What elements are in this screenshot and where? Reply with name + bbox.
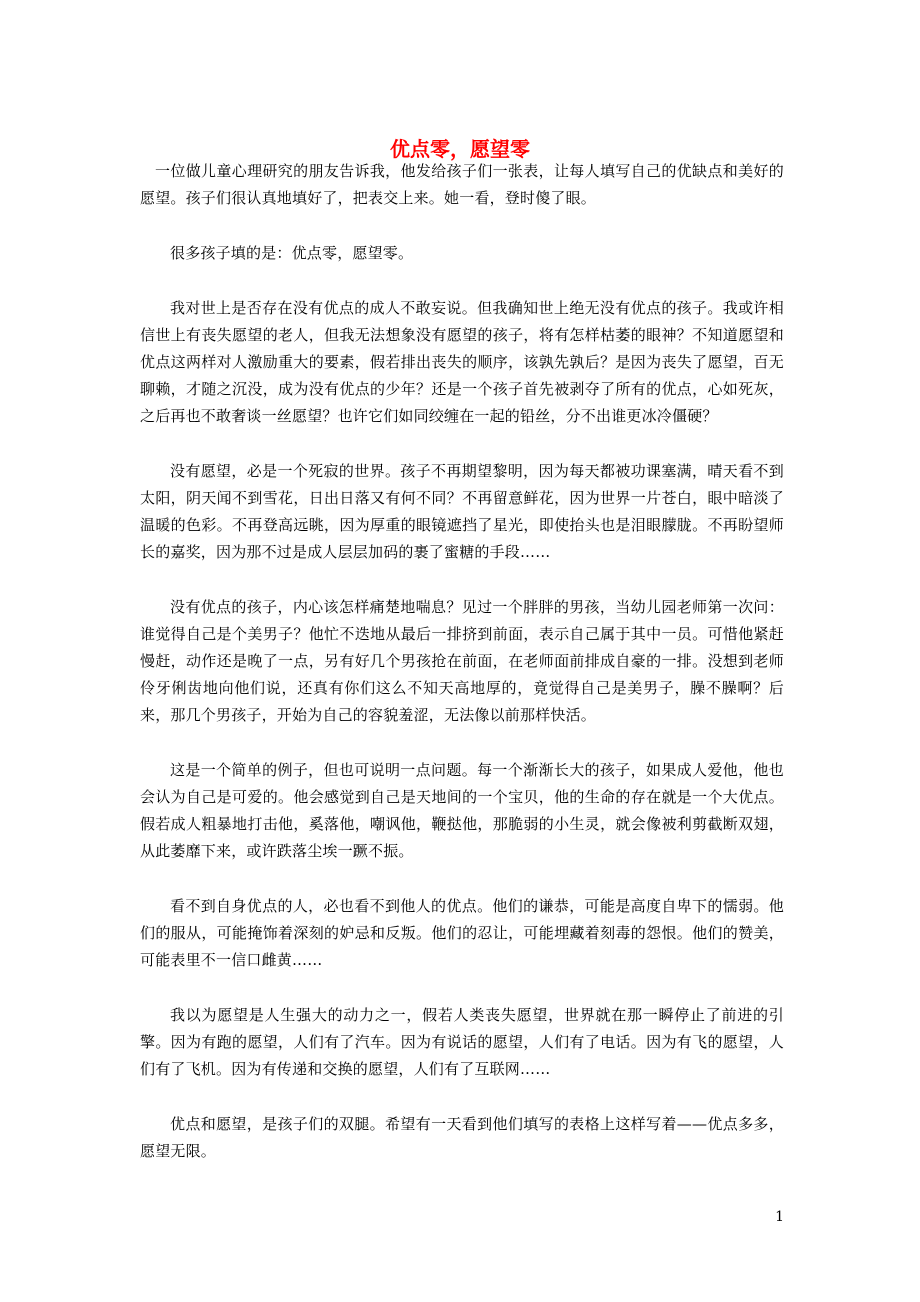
paragraph-4: 没有愿望，必是一个死寂的世界。孩子不再期望黎明，因为每天都被功课塞满，晴天看不到太阳，阴天闻不到雪花，日出日落又有何不同？不再留意鲜花，因为世界一片苍白，眼中暗淡了温暖的色彩。不再登高远眺，因为厚重的眼镜遮挡了星光，即使抬头也是泪眼朦胧。不再盼望师长的嘉奖，因为那不过是成人层层加码的裹了蜜糖的手段……	[140, 462, 784, 561]
paragraph-5: 没有优点的孩子，内心该怎样痛楚地喘息？见过一个胖胖的男孩，当幼儿园老师第一次问：谁觉得自己是个美男子？他忙不迭地从最后一排挤到前面，表示自己属于其中一员。可惜他紧赶慢赶，动作还是晚了一点，另有好几个男孩抢在前面，在老师面前排成自豪的一排。没想到老师伶牙俐齿地向他们说，还真有你们这么不知天高地厚的，竟觉得自己是美男子，臊不臊啊？后来，那几个男孩子，开始为自己的容貌羞涩，无法像以前那样快活。	[140, 598, 784, 724]
paragraph-8: 我以为愿望是人生强大的动力之一，假若人类丧失愿望，世界就在那一瞬停止了前进的引擎。因为有跑的愿望，人们有了汽车。因为有说话的愿望，人们有了电话。因为有飞的愿望，人们有了飞机。因为有传递和交换的愿望，人们有了互联网……	[140, 1006, 784, 1078]
paragraph-7: 看不到自身优点的人，必也看不到他人的优点。他们的谦恭，可能是高度自卑下的懦弱。他们的服从，可能掩饰着深刻的妒忌和反叛。他们的忍让，可能埋藏着刻毒的怨恨。他们的赞美，可能表里不一信口雌黄……	[140, 897, 784, 969]
paragraph-2: 很多孩子填的是：优点零，愿望零。	[170, 244, 414, 262]
page-number: 1	[775, 1209, 784, 1225]
paragraph-3: 我对世上是否存在没有优点的成人不敢妄说。但我确知世上绝无没有优点的孩子。我或许相信世上有丧失愿望的老人，但我无法想象没有愿望的孩子，将有怎样枯萎的眼神？不知道愿望和优点这两样对人激励重大的要素，假若排出丧失的顺序，该孰先孰后？是因为丧失了愿望，百无聊赖，才随之沉没，成为没有优点的少年？还是一个孩子首先被剥夺了所有的优点，心如死灰，之后再也不敢奢谈一丝愿望？也许它们如同绞缠在一起的铅丝，分不出谁更冰冷僵硬？	[140, 299, 784, 425]
paragraph-9: 优点和愿望，是孩子们的双腿。希望有一天看到他们填写的表格上这样写着——优点多多，愿望无限。	[140, 1115, 784, 1160]
paragraph-1: 一位做儿童心理研究的朋友告诉我，他发给孩子们一张表，让每人填写自己的优缺点和美好的愿望。孩子们很认真地填好了，把表交上来。她一看，登时傻了眼。	[140, 162, 784, 207]
paragraph-6: 这是一个简单的例子，但也可说明一点问题。每一个渐渐长大的孩子，如果成人爱他，他也会认为自己是可爱的。他会感觉到自己是天地间的一个宝贝，他的生命的存在就是一个大优点。假若成人粗暴地打击他，奚落他，嘲讽他，鞭挞他，那脆弱的小生灵，就会像被利剪截断双翅，从此萎靡下来，或许跌落尘埃一蹶不振。	[140, 761, 784, 860]
document-title: 优点零，愿望零	[390, 137, 530, 162]
document-body	[140, 158, 784, 1193]
